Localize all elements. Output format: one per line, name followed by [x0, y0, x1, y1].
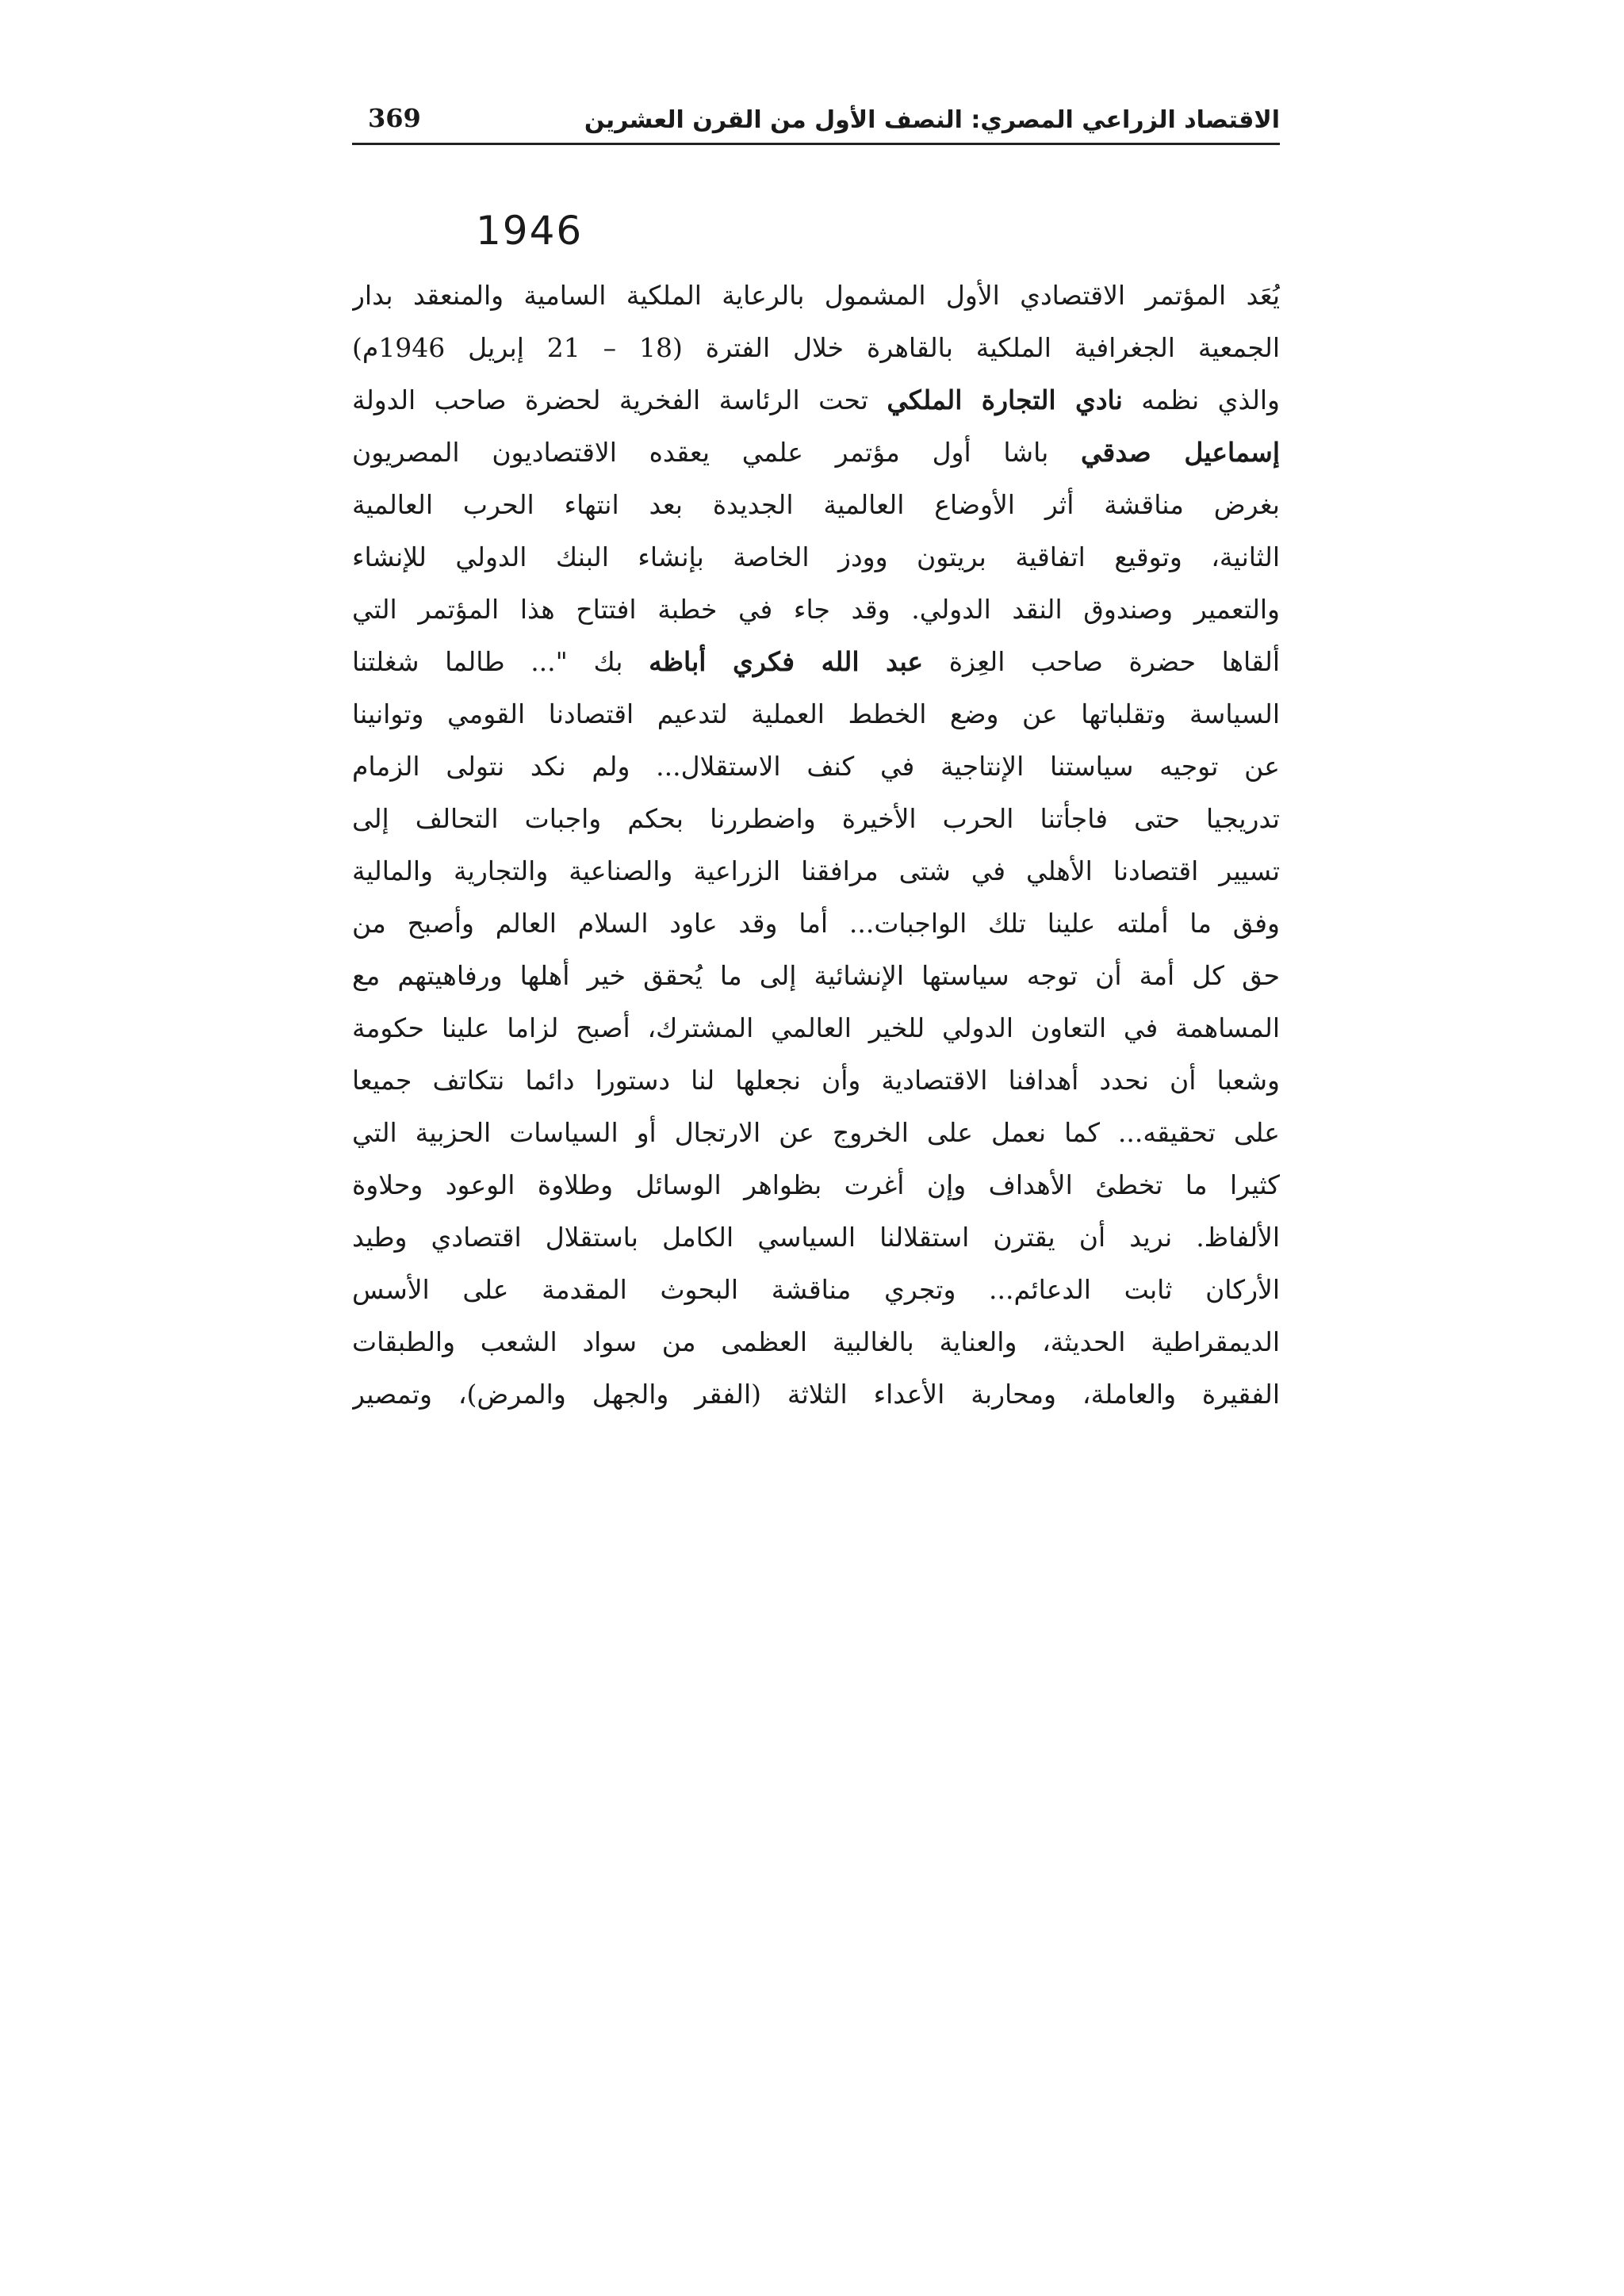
text-line: عن توجيه سياستنا الإنتاجية في كنف الاستقلال... ولم نكد نتولى الزمام [352, 751, 1280, 782]
text-line: يُعَد المؤتمر الاقتصادي الأول المشمول بالرعاية الملكية السامية والمنعقد بدار [352, 280, 1280, 311]
page-header [352, 95, 1280, 143]
text-line: الديمقراطية الحديثة، والعناية بالغالبية العظمى من سواد الشعب والطبقات [352, 1326, 1280, 1357]
text-line: على تحقيقه... كما نعمل على الخروج عن الارتجال أو السياسات الحزبية التي [352, 1117, 1280, 1148]
text-line: تسيير اقتصادنا الأهلي في شتى مرافقنا الزراعية والصناعية والتجارية والمالية [352, 855, 1280, 886]
text-line: الأركان ثابت الدعائم... وتجري مناقشة البحوث المقدمة على الأسس [352, 1274, 1280, 1305]
text-line: بغرض مناقشة أثر الأوضاع العالمية الجديدة بعد انتهاء الحرب العالمية [352, 489, 1280, 520]
text-line: والذي نظمه نادي التجارة الملكي تحت الرئاسة الفخرية لحضرة صاحب الدولة [352, 385, 1280, 415]
year-heading: 1946 [476, 208, 584, 254]
text-line: الثانية، وتوقيع اتفاقية بريتون وودز الخاصة بإنشاء البنك الدولي للإنشاء [352, 541, 1280, 572]
running-header-title: الاقتصاد الزراعي المصري: النصف الأول من القرن العشرين [584, 106, 1280, 134]
text-line: المساهمة في التعاون الدولي للخير العالمي المشترك، أصبح لزاما علينا حكومة [352, 1012, 1280, 1043]
text-line: والتعمير وصندوق النقد الدولي. وقد جاء في خطبة افتتاح هذا المؤتمر التي [352, 594, 1280, 625]
text-line: وشعبا أن نحدد أهدافنا الاقتصادية وأن نجعلها لنا دستورا دائما نتكاتف جميعا [352, 1065, 1280, 1096]
text-line: الألفاظ. نريد أن يقترن استقلالنا السياسي الكامل باستقلال اقتصادي وطيد [352, 1222, 1280, 1253]
body-paragraph [352, 270, 1280, 1421]
bold-name: إسماعيل صدقي [1081, 437, 1280, 468]
text-line: الفقيرة والعاملة، ومحاربة الأعداء الثلاثة (الفقر والجهل والمرض)، وتمصير [352, 1379, 1280, 1410]
text-line: تدريجيا حتى فاجأتنا الحرب الأخيرة واضطررنا بحكم واجبات التحالف إلى [352, 803, 1280, 834]
page-number: 369 [368, 103, 421, 133]
text-line: إسماعيل صدقي باشا أول مؤتمر علمي يعقده الاقتصاديون المصريون [352, 437, 1280, 468]
text-line: الجمعية الجغرافية الملكية بالقاهرة خلال الفترة (18 – 21 إبريل 1946م) [352, 332, 1280, 363]
bold-name: نادي التجارة الملكي [887, 385, 1123, 415]
text-line: حق كل أمة أن توجه سياستها الإنشائية إلى ما يُحقق خير أهلها ورفاهيتهم مع [352, 960, 1280, 991]
text-line: ألقاها حضرة صاحب العِزة عبد الله فكري أباظه بك "... طالما شغلتنا [352, 646, 1280, 677]
text-line: وفق ما أملته علينا تلك الواجبات... أما وقد عاود السلام العالم وأصبح من [352, 908, 1280, 939]
text-line: كثيرا ما تخطئ الأهداف وإن أغرت بظواهر الوسائل وطلاوة الوعود وحلاوة [352, 1169, 1280, 1200]
text-line: السياسة وتقلباتها عن وضع الخطط العملية لتدعيم اقتصادنا القومي وتوانينا [352, 698, 1280, 729]
header-divider [352, 143, 1280, 145]
bold-name: عبد الله فكري أباظه [649, 646, 924, 677]
